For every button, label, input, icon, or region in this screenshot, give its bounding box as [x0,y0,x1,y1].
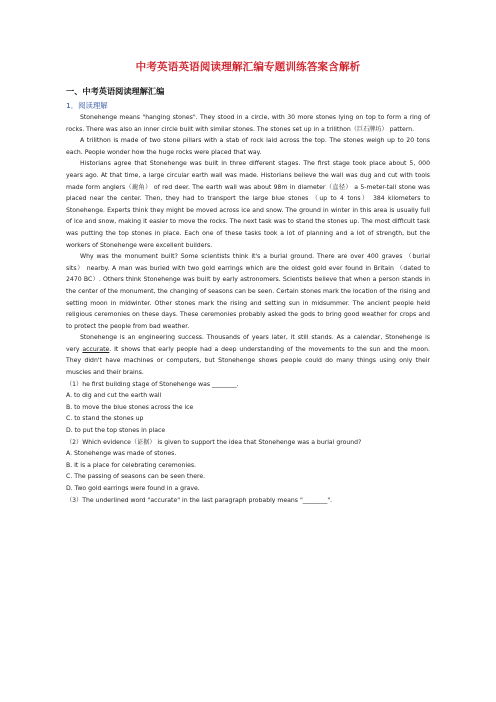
answer-option: C. to stand the stones up [66,415,144,423]
paragraph [66,251,430,332]
paragraph [66,332,430,378]
question-line: （2）Which evidence（证据） is given to support the idea that Stonehenge was a burial ground? [66,438,362,446]
question-line: （1）he first building stage of Stonehenge was ________. [66,380,239,388]
paragraph-text: Historians agree that Stonehenge was built in three different stages. The first stage took place about 5, 000 years ago. At that time, a large circular earth wall was made. Historians believe the wall was dug and cut with tools made form anglers（鹿角） of red deer. The earth wall was about 98m in diameter（直径） a 5-meter-tall stone was placed near the center. Then, they had to transport the large blue stones （up to 4 tons） 384 kilometers to Stonehenge. Experts think they might be moved across ice and snow. The ground in winter in this area is usually full of ice and snow, making it easier to move the rocks. The next task was to stand the stones up. The most difficult task was putting the top stones in place. Each one of these tasks took a lot of planning and a lot of strength, but the workers of Stonehenge were excellent builders. [66,160,430,249]
answer-option: C. The passing of seasons can be seen there. [66,473,206,481]
answer-option: A. to dig and cut the earth wall [66,392,162,400]
section-heading: 一、中考英语阅读理解汇编 [66,86,165,96]
underlined-word: accurate [82,345,110,353]
exercise-subheading: 1．阅读理解 [66,101,108,110]
answer-option: D. to put the top stones in place [66,427,166,435]
paragraph [66,158,430,251]
question-line: （3）The underlined word "accurate" in the last paragraph probably means "________". [66,496,333,504]
passage-body [66,112,430,506]
answer-option: A. Stonehenge was made of stones. [66,450,177,458]
answer-option: B. to move the blue stones across the ice [66,403,194,411]
paragraph [66,112,430,135]
document-title: 中考英语英语阅读理解汇编专题训练答案含解析 [135,61,361,73]
paragraph-text: A trilithon is made of two stone pillars with a stab of rock laid across the top. The stones weigh up to 20 tons each. People wonder how the huge rocks were placed that way. [66,137,430,156]
paragraph-text: Stonehenge is an engineering success. Thousands of years later, it still stands. As a calendar, Stonehenge is very [66,334,430,353]
paragraph-text: Why was the monument built? Some scientists think it's a burial ground. There are over 400 graves （burial sits） nearby. A man was buried with two gold earrings which are the oldest gold ever found in Britain （dated to 2470 BC）. Others think Stonehenge was built by early astronomers. Scientists believe that when a person stands in the center of the monument, the changing of seasons can be seen. Certain stones mark the location of the rising and setting moon in midwinter. Other stones mark the rising and setting sun in midsummer. The ancient people held religious ceremonies on these days. These ceremonies probably asked the gods to bring good weather for crops and to protect the people from bad weather. [66,253,430,330]
paragraph-text: Stonehenge means "hanging stones". They stood in a circle, with 30 more stones lying on top to form a ring of rocks. There was also an inner circle built with similar stones. The stones set up in a trilithon（巨石牌坊） pattern. [66,114,430,133]
answer-option: D. Two gold earrings were found in a grave. [66,485,200,492]
answer-option: B. It is a place for celebrating ceremonies. [66,461,196,469]
paragraph-text: . It shows that early people had a deep understanding of the movements to the sun and the moon. They didn't have machines or computers, but Stonehenge shows people could do many things using only their muscles and their brains. [66,345,430,377]
paragraph [66,135,430,158]
